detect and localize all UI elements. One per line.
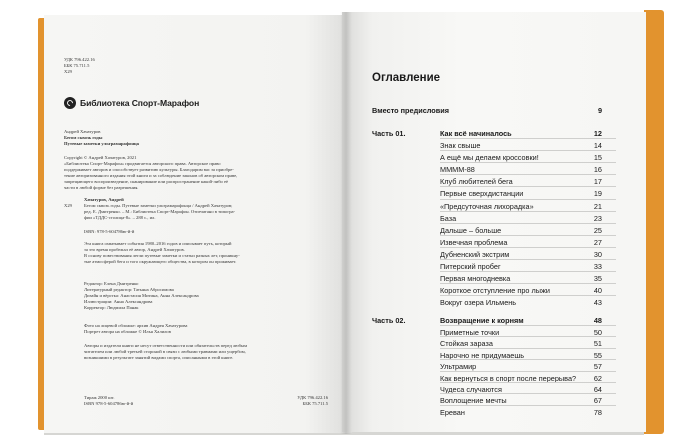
book-title: Бегом сквозь годы	[64, 135, 103, 140]
toc-divider	[440, 138, 616, 139]
toc-entry-title: Знак свыше	[440, 141, 481, 150]
toc-page-number: 50	[593, 328, 602, 337]
disclaimer-line: Авторы и издатели книги не несут ответственности или обязательств перед любым	[84, 343, 248, 348]
toc-page-number: 51	[593, 339, 602, 349]
toc-chapter-row	[440, 165, 602, 174]
toc-chapter-row	[440, 141, 602, 150]
copyright-line: тение авторизованного издания этой книги и за соблюдение законов об авторском праве,	[64, 173, 238, 178]
toc-page-number: 16	[593, 165, 602, 175]
toc-chapter-row	[440, 286, 602, 295]
toc-entry-title: Ереван	[440, 407, 465, 417]
udk-code: УДК 796.422.16	[64, 57, 95, 62]
author-sign: Х29	[64, 69, 72, 74]
toc-entry-title: ММММ-88	[440, 165, 475, 175]
toc-chapter-row	[440, 153, 602, 162]
catalog-heading: Хачатуров, Андрей	[84, 197, 124, 202]
credits-block	[84, 281, 199, 311]
copyright-block	[64, 155, 334, 191]
toc-divider	[440, 199, 616, 200]
toc-divider	[440, 223, 616, 224]
toc-page-number: 21	[593, 201, 602, 211]
toc-divider	[440, 405, 616, 406]
isbn: ISBN: 978-5-604786ю-й-й	[84, 229, 135, 234]
publisher-brand	[64, 97, 199, 109]
toc-page	[342, 12, 646, 432]
toc-page-number: 19	[593, 189, 602, 199]
catalog-line: Бегом сквозь годы. Путевые заметки ультрамарафонца / Андрей Хачатуров;	[84, 203, 233, 208]
toc-entry-title: Нарочно не придумаешь	[440, 350, 525, 360]
toc-page-number: 48	[593, 316, 602, 325]
toc-page-number: 27	[593, 237, 602, 247]
toc-entry-title: Ультрамир	[440, 362, 477, 372]
toc-divider	[440, 211, 616, 212]
toc-page-number: 64	[593, 385, 602, 394]
credit-line: Редактор: Елена Дмитренко	[84, 281, 139, 286]
toc-divider	[440, 235, 616, 236]
book-author: Андрей Хачатуров	[64, 129, 101, 134]
toc-chapter-row	[440, 226, 602, 235]
classification-block	[64, 57, 95, 75]
toc-divider	[440, 393, 616, 394]
disclaimer	[84, 343, 339, 361]
publisher-name: Библиотека Спорт-Марафон	[80, 98, 200, 108]
toc-page-number: 17	[593, 177, 602, 187]
toc-entry-title: «Предсуточная лихорадка»	[440, 201, 534, 211]
toc-entry-title: Клуб любителей бега	[440, 177, 513, 187]
credit-line: Литературный редактор: Татьяна Абросимова	[84, 287, 174, 292]
toc-entry-title: Чудеса случаются	[440, 385, 502, 394]
copyright-line: запрещающего воспроизведение, сканирование или распространение какой-либо её	[64, 179, 229, 184]
photo-credit-line: Портрет автора на обложке © Илья Халилов	[84, 329, 171, 334]
toc-chapter-row	[440, 274, 602, 283]
toc-page-number: 12	[593, 129, 602, 138]
toc-divider	[440, 162, 616, 163]
copyright-line: Copyright © Андрей Хачатуров, 2021	[64, 155, 137, 160]
toc-page-number: 55	[593, 350, 602, 360]
toc-page-number: 25	[593, 225, 602, 235]
toc-entry-title: Первые сверхдистанции	[440, 189, 524, 199]
toc-divider	[440, 174, 616, 175]
book-subtitle: Путевые заметки ультрамарафонца	[64, 141, 139, 146]
toc-part-heading	[440, 316, 602, 325]
cover-right-edge	[644, 10, 664, 434]
toc-part-label: Часть 01.	[372, 129, 406, 138]
photo-credit-line: Фото на лицевой обложке: архив Андрея Хачатурова	[84, 323, 188, 328]
toc-page-number: 40	[593, 286, 602, 296]
toc-divider	[440, 336, 616, 337]
toc-entry-title: Как всё начиналось	[440, 129, 512, 138]
toc-entry-title: Извечная проблема	[440, 237, 508, 247]
toc-entry-title: Воплощение мечты	[440, 396, 507, 406]
copyright-line: части в любой форме без разрешения.	[64, 185, 139, 190]
toc-divider	[440, 359, 616, 360]
toc-preface	[372, 106, 602, 115]
toc-entry-title: Вместо предисловия	[372, 106, 449, 115]
toc-chapter-row	[440, 202, 602, 211]
catalog-record	[84, 197, 334, 265]
credit-line: Дизайн и вёрстка: Анастасия Митина, Анна Александрова	[84, 293, 199, 298]
summary-line: тые атмосферой бега и того окружающего общества, в котором он проживает.	[84, 259, 237, 264]
catalog-line: ред. Е. Дмитренко. – М.: Библиотека Спорт-Марафон. Отпечатано в типогра-	[84, 209, 236, 214]
toc-entry-title: Приметные точки	[440, 328, 500, 337]
toc-page-number: 30	[593, 249, 602, 259]
toc-divider	[440, 186, 616, 187]
summary-line: В основу повествования легли путевые заметки и статьи разных лет, проникну-	[84, 253, 240, 258]
toc-entry-title: Первая многодневка	[440, 274, 511, 284]
toc-page-number: 33	[593, 262, 602, 271]
copyright-line: «Библиотека Спорт-Марафон» продвигается авторского права. Авторское право	[64, 161, 221, 166]
toc-divider	[440, 371, 616, 372]
toc-chapter-row	[440, 408, 602, 417]
toc-entry-title: Стойкая зараза	[440, 339, 493, 349]
toc-page-number: 62	[593, 373, 602, 383]
toc-page-number: 57	[593, 362, 602, 372]
toc-entry-title: Дубненский экстрим	[440, 249, 510, 259]
publisher-logo-icon	[64, 97, 76, 109]
photo-credits	[84, 323, 187, 335]
toc-divider	[440, 150, 616, 151]
credit-line: Иллюстрации: Анна Александрова	[84, 299, 153, 304]
disclaimer-line: возникшими в результате занятий видами спорта, описанными в этой книге.	[84, 355, 234, 360]
toc-chapter-row	[440, 298, 602, 307]
toc-chapter-row	[440, 189, 602, 198]
toc-entry-title: Вокруг озера Ильмень	[440, 298, 517, 308]
toc-chapter-row	[440, 177, 602, 186]
toc-page-number: 14	[593, 141, 602, 150]
toc-divider	[440, 271, 616, 272]
credit-line: Корректор: Людмила Панак	[84, 305, 139, 310]
toc-divider	[440, 325, 616, 326]
print-run-block	[84, 395, 133, 407]
summary-line: Эта книга охватывает события 1980–2016 годов и описывает путь, который	[84, 241, 232, 246]
toc-divider	[440, 348, 616, 349]
toc-chapter-row	[440, 262, 602, 271]
toc-page-number: 23	[593, 213, 602, 223]
toc-entry-title: База	[440, 213, 457, 223]
toc-entry-title: Короткое отступление про лыжи	[440, 286, 550, 296]
toc-entry-title: Возвращение к корням	[440, 316, 524, 325]
bbk-bottom: ББК 75.711.5	[302, 401, 328, 406]
bbk-code: ББК 75.711.5	[64, 63, 90, 68]
toc-page-number: 15	[593, 153, 602, 163]
toc-chapter-row	[440, 238, 602, 247]
toc-part-label: Часть 02.	[372, 316, 406, 325]
toc-page-number: 9	[597, 106, 602, 115]
imprint-page	[44, 15, 352, 433]
toc-entry-title: Дальше – больше	[440, 225, 502, 235]
toc-entry-title: А ещё мы делаем кроссовки!	[440, 153, 539, 163]
codes-bottom	[258, 395, 328, 407]
summary-line: за это время пробежал её автор, Андрей Хачатуров.	[84, 247, 185, 252]
udk-bottom: УДК 796.422.16	[297, 395, 328, 400]
title-block	[64, 129, 139, 147]
isbn-bottom: ISBN 978-5-604786ю-й-й	[84, 401, 134, 406]
toc-page-number: 43	[593, 298, 602, 308]
disclaimer-line: читателем или любой третьей стороной в связи с любыми травмами или ущербом,	[84, 349, 246, 354]
toc-part-heading	[440, 129, 602, 138]
toc-divider	[440, 382, 616, 383]
toc-page-number: 35	[593, 274, 602, 284]
toc-page-number: 78	[593, 407, 602, 417]
toc-divider	[440, 259, 616, 260]
toc-entry-title: Питерский пробег	[440, 262, 501, 271]
toc-divider	[440, 247, 616, 248]
toc-title: Оглавление	[372, 72, 441, 84]
catalog-code: Х29	[64, 203, 72, 208]
catalog-line: фии «ТДДС-столица-8». – 288 с., ил.	[84, 215, 156, 220]
book-gutter	[340, 12, 352, 434]
toc-chapter-row	[440, 250, 602, 259]
print-run: Тираж 2000 шт.	[84, 395, 115, 400]
toc-page-number: 67	[593, 396, 602, 406]
toc-divider	[440, 295, 616, 296]
toc-chapter-row	[440, 214, 602, 223]
toc-divider	[440, 283, 616, 284]
toc-entry-title: Как вернуться в спорт после перерыва?	[440, 373, 577, 383]
copyright-line: поддерживает авторов и способствует развитию культуры. Благодарим вас за приобре-	[64, 167, 234, 172]
